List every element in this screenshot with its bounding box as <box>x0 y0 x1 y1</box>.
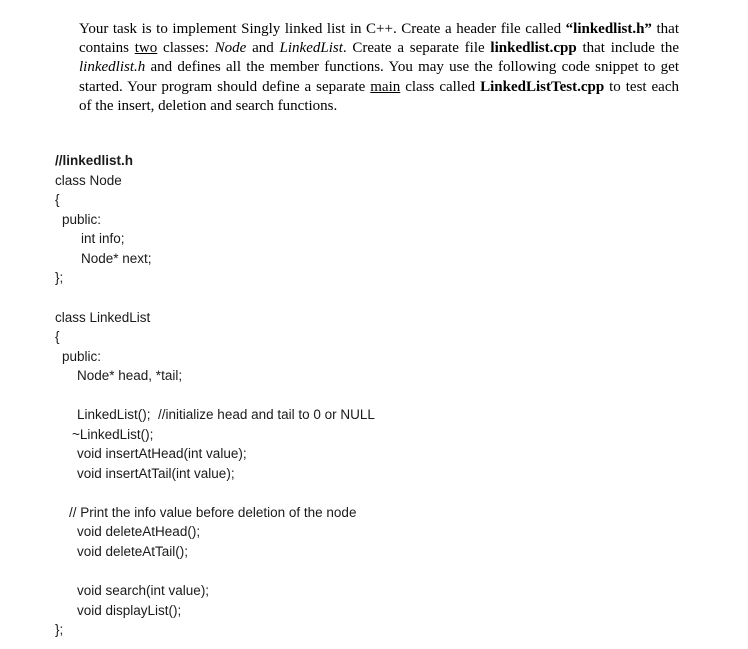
header-filename: “linkedlist.h” <box>565 21 652 37</box>
code-public: public: <box>62 349 102 364</box>
code-brace-open: { <box>55 192 60 207</box>
code-brace-open: { <box>55 329 60 344</box>
code-constructor: LinkedList(); //initialize head and tail to 0 or NULL <box>77 407 375 422</box>
code-comment-print: // Print the info value before deletion of the node <box>69 505 357 520</box>
class-count: two <box>134 40 158 57</box>
main-word: main <box>370 78 401 95</box>
code-delete-at-tail: void deleteAtTail(); <box>77 544 189 559</box>
code-public: public: <box>62 212 102 227</box>
code-class-linkedlist: class LinkedList <box>55 310 151 325</box>
class-name-node: Node <box>214 40 247 57</box>
test-filename: LinkedListTest.cpp <box>480 78 605 95</box>
code-delete-at-head: void deleteAtHead(); <box>77 524 201 539</box>
code-search: void search(int value); <box>77 583 210 598</box>
code-insert-at-tail: void insertAtTail(int value); <box>77 466 235 481</box>
task-text: that include the <box>576 40 679 57</box>
code-member-head-tail: Node* head, *tail; <box>77 368 183 383</box>
task-description <box>79 20 679 116</box>
class-name-linkedlist: LinkedList <box>279 40 343 57</box>
code-brace-close: }; <box>55 270 64 285</box>
task-text: to test each of the insert, deletion and search functions. <box>79 78 679 114</box>
code-class-node: class Node <box>55 173 122 188</box>
task-text: . Create a separate file <box>342 40 491 57</box>
code-member-info: int info; <box>81 231 125 246</box>
code-insert-at-head: void insertAtHead(int value); <box>77 446 247 461</box>
include-filename: linkedlist.h <box>79 59 146 76</box>
task-text: class called <box>400 78 481 95</box>
code-destructor: ~LinkedList(); <box>72 427 154 442</box>
task-text: and <box>246 40 280 57</box>
task-text: Your task is to implement Singly linked list in C++. Create a header file called <box>79 21 566 37</box>
cpp-filename: linkedlist.cpp <box>490 40 577 57</box>
code-display-list: void displayList(); <box>77 603 182 618</box>
task-text: and defines all the member functions. You may use the following code snippet to get started. Your program should define a separate <box>79 59 679 95</box>
code-member-next: Node* next; <box>81 251 152 266</box>
task-text: classes: <box>157 40 215 57</box>
code-comment-filename: //linkedlist.h <box>55 153 134 168</box>
code-brace-close: }; <box>55 622 64 637</box>
task-text: that contains <box>79 21 679 57</box>
